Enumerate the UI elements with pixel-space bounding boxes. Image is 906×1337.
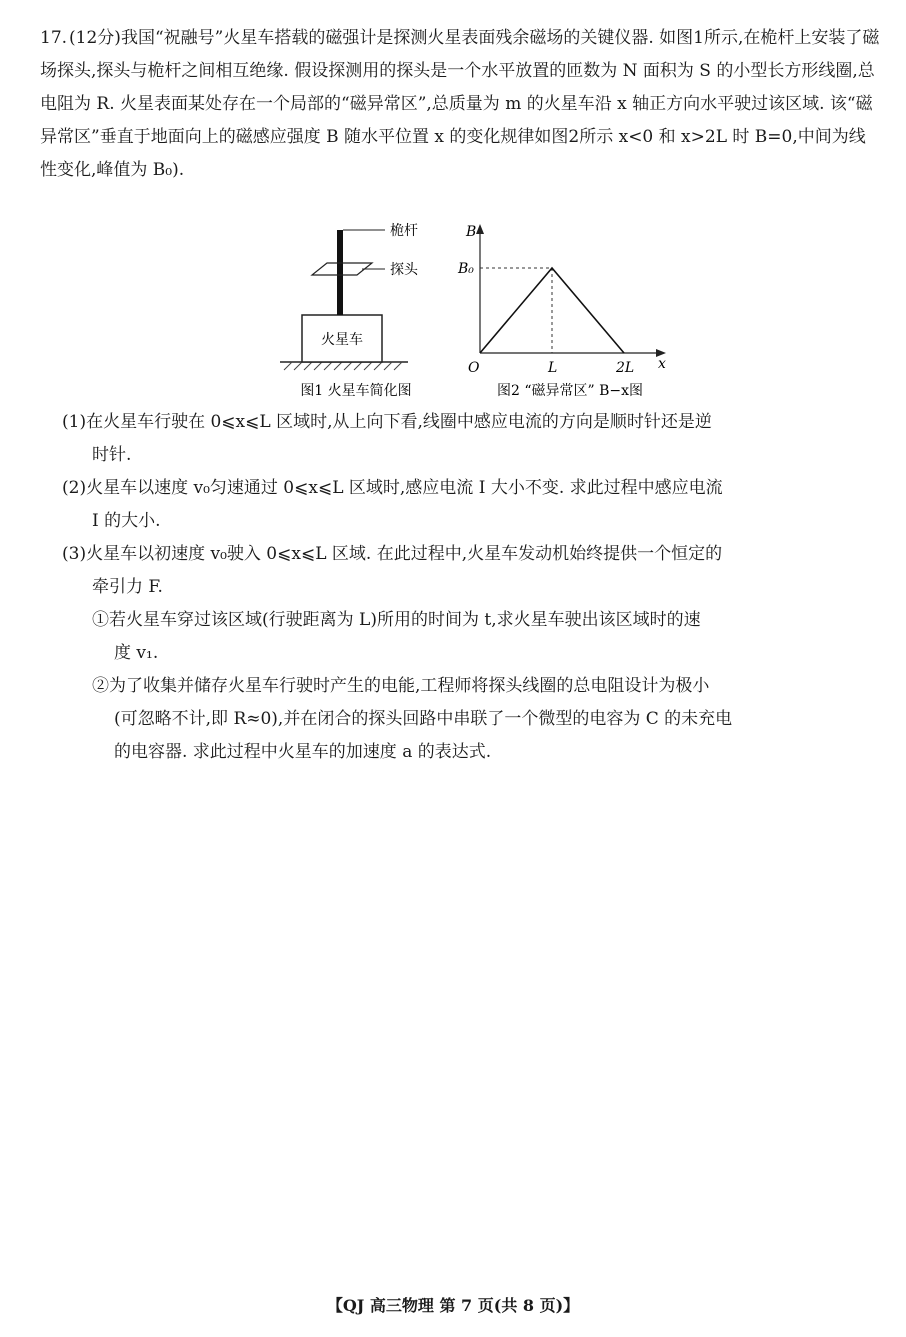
part3b-line3: 的电容器. 求此过程中火星车的加速度 a 的表达式. [114, 742, 492, 762]
mast-label: 桅杆 [390, 223, 418, 239]
mast [337, 230, 343, 315]
y-axis-label: B [466, 224, 477, 240]
figures [0, 210, 906, 410]
page-footer: 【QJ 高三物理 第 7 页(共 8 页)】 [326, 1296, 580, 1315]
figure1-rover-diagram [280, 222, 419, 399]
figures-svg [0, 210, 906, 410]
figure1-caption: 图1 火星车简化图 [300, 383, 412, 399]
peak-label: B₀ [458, 261, 474, 277]
part3-line1: (3)火星车以初速度 v₀驶入 0⩽x⩽L 区域. 在此过程中,火星车发动机始终提供一个恒定的 [62, 544, 723, 564]
part3-line2: 牵引力 F. [92, 577, 163, 597]
ground-hatching [284, 362, 402, 370]
rover-label: 火星车 [321, 332, 363, 348]
figure2-caption: 图2 “磁异常区” B−x图 [496, 383, 644, 399]
part3b-line2: (可忽略不计,即 R≈0),并在闭合的探头回路中串联了一个微型的电容为 C 的未充电 [114, 709, 733, 729]
y-axis-arrow [476, 224, 484, 234]
question-intro-text: (12分)我国“祝融号”火星车搭载的磁强计是探测火星表面残余磁场的关键仪器. 如图1所示,在桅杆上安装了磁场探头,探头与桅杆之间相互绝缘. 假设探测用的探头是一个水平放置的匝数为 N 面积为 S 的小型长方形线圈,总电阻为 R. 火星表面某处存在一个局部的“磁异常区”,总质量为 m 的火星车沿 x 轴正方向水平驶过该区域. 该“磁异常区”垂直于地面向上的磁感应强度 B 随水平位置 x 的变化规律如图2所示 x<0 和 x>2L 时 B=0,中间为线性变化,峰值为 B₀). [40, 28, 880, 180]
question-number: 17. [40, 28, 68, 48]
part3a-line1: ①若火星车穿过该区域(行驶距离为 L)所用的时间为 t,求火星车驶出该区域时的速 [92, 610, 701, 630]
origin-label: O [468, 360, 480, 376]
part2-line1: (2)火星车以速度 v₀匀速通过 0⩽x⩽L 区域时,感应电流 I 大小不变. 求此过程中感应电流 [62, 478, 723, 498]
probe-label: 探头 [390, 262, 418, 278]
question-17-intro [40, 22, 880, 187]
tick-label-2L: 2L [616, 360, 635, 376]
part2-line2: I 的大小. [92, 511, 161, 531]
tick-label-L: L [548, 360, 558, 376]
part1-line2: 时针. [92, 445, 132, 465]
figure2-b-x-graph [457, 224, 666, 399]
part3b-line1: ②为了收集并储存火星车行驶时产生的电能,工程师将探头线圈的总电阻设计为极小 [92, 676, 710, 696]
x-axis-label: x [658, 356, 666, 372]
part1-line1: (1)在火星车行驶在 0⩽x⩽L 区域时,从上向下看,线圈中感应电流的方向是顺时针还是逆 [62, 412, 712, 432]
part3a-line2: 度 v₁. [114, 643, 159, 663]
